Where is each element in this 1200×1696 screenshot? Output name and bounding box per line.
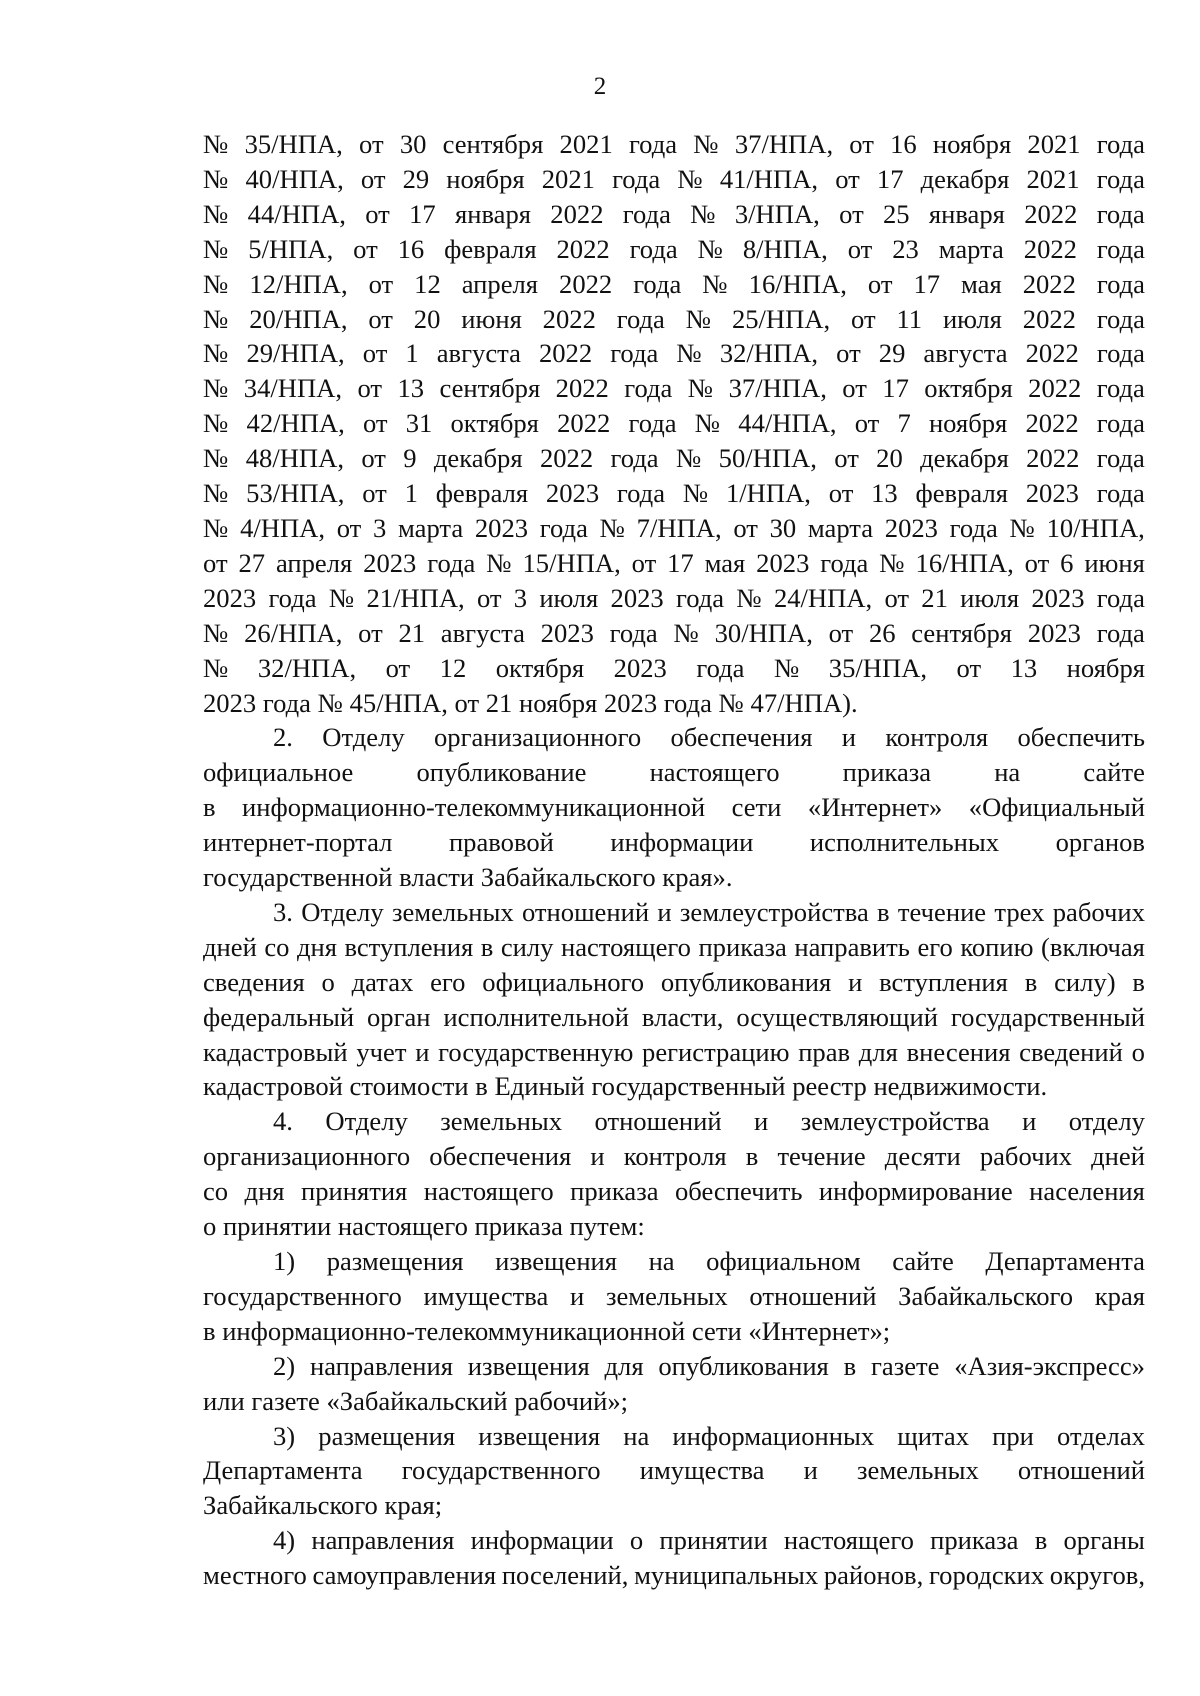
text-line: № 35/НПА, от 30 сентября 2021 года № 37/НПА, от 16 ноября 2021 года (203, 129, 1145, 159)
subitem-2 (203, 1349, 1145, 1419)
text-line: официальное опубликование настоящего приказа на сайте (203, 757, 1145, 788)
subitem-3 (203, 1419, 1145, 1524)
text-line: со дня принятия настоящего приказа обеспечить информирование населения (203, 1176, 1145, 1207)
text-line: государственной власти Забайкальского края». (203, 862, 733, 893)
subitem-1 (203, 1244, 1145, 1349)
text-line: 3) размещения извещения на информационных щитах при отделах (273, 1420, 1145, 1451)
text-line: или газете «Забайкальский рабочий»; (203, 1385, 629, 1416)
text-line: Забайкальского края; (203, 1490, 443, 1521)
text-line: в информационно-телекоммуникационной сети «Интернет» «Официальный (203, 792, 1145, 823)
text-line: № 4/НПА, от 3 марта 2023 года № 7/НПА, от 30 марта 2023 года № 10/НПА, (203, 512, 1145, 543)
text-line: в информационно-телекоммуникационной сети «Интернет»; (203, 1315, 891, 1346)
text-line: местного самоуправления поселений, муниципальных районов, городских округов, (203, 1560, 1145, 1591)
paragraph-item-3 (203, 895, 1145, 1104)
text-line: 2023 года № 21/НПА, от 3 июля 2023 года № 24/НПА, от 21 июля 2023 года (203, 582, 1145, 613)
text-line: дней со дня вступления в силу настоящего приказа направить его копию (включая (203, 931, 1145, 962)
text-line: № 34/НПА, от 13 сентября 2022 года № 37/НПА, от 17 октября 2022 года (203, 373, 1145, 404)
text-line: Департамента государственного имущества и земельных отношений (203, 1455, 1145, 1486)
paragraph-item-4 (203, 1104, 1145, 1244)
text-line: 2023 года № 45/НПА, от 21 ноября 2023 года № 47/НПА). (203, 687, 858, 718)
text-line: № 42/НПА, от 31 октября 2022 года № 44/НПА, от 7 ноября 2022 года (203, 408, 1145, 439)
paragraph-order-list (203, 127, 1145, 720)
text-line: организационного обеспечения и контроля в течение десяти рабочих дней (203, 1141, 1145, 1172)
text-line: № 40/НПА, от 29 ноября 2021 года № 41/НПА, от 17 декабря 2021 года (203, 163, 1145, 194)
text-line: № 44/НПА, от 17 января 2022 года № 3/НПА, от 25 января 2022 года (203, 198, 1145, 229)
document-body (203, 127, 1145, 1593)
text-line: 4) направления информации о принятии настоящего приказа в органы (273, 1525, 1145, 1556)
text-line: федеральный орган исполнительной власти, осуществляющий государственный (203, 1001, 1145, 1032)
text-line: 3. Отделу земельных отношений и землеустройства в течение трех рабочих (273, 896, 1145, 927)
page-number: 2 (593, 73, 607, 100)
subitem-4 (203, 1523, 1145, 1593)
text-line: № 12/НПА, от 12 апреля 2022 года № 16/НПА, от 17 мая 2022 года (203, 268, 1145, 299)
text-line: 2) направления извещения для опубликования в газете «Азия-экспресс» (273, 1350, 1145, 1381)
text-line: от 27 апреля 2023 года № 15/НПА, от 17 мая 2023 года № 16/НПА, от 6 июня (203, 547, 1145, 578)
text-line: государственного имущества и земельных отношений Забайкальского края (203, 1280, 1145, 1311)
text-line: 4. Отделу земельных отношений и землеустройства и отделу (273, 1106, 1145, 1137)
text-line: № 32/НПА, от 12 октября 2023 года № 35/НПА, от 13 ноября (203, 652, 1145, 683)
text-line: кадастровый учет и государственную регистрацию прав для внесения сведений о (203, 1036, 1145, 1067)
text-line: о принятии настоящего приказа путем: (203, 1211, 645, 1242)
text-line: № 48/НПА, от 9 декабря 2022 года № 50/НПА, от 20 декабря 2022 года (203, 443, 1145, 474)
text-line: 2. Отделу организационного обеспечения и контроля обеспечить (273, 722, 1145, 753)
text-line: № 5/НПА, от 16 февраля 2022 года № 8/НПА, от 23 марта 2022 года (203, 233, 1145, 264)
text-line: интернет-портал правовой информации исполнительных органов (203, 827, 1145, 858)
text-line: сведения о датах его официального опубликования и вступления в силу) в (203, 966, 1145, 997)
text-line: № 26/НПА, от 21 августа 2023 года № 30/НПА, от 26 сентября 2023 года (203, 617, 1145, 648)
text-line: № 20/НПА, от 20 июня 2022 года № 25/НПА, от 11 июля 2022 года (203, 303, 1145, 334)
text-line: № 29/НПА, от 1 августа 2022 года № 32/НПА, от 29 августа 2022 года (203, 338, 1145, 369)
text-line: 1) размещения извещения на официальном сайте Департамента (273, 1246, 1145, 1276)
text-line: кадастровой стоимости в Единый государственный реестр недвижимости. (203, 1071, 1048, 1102)
text-line: № 53/НПА, от 1 февраля 2023 года № 1/НПА, от 13 февраля 2023 года (203, 478, 1145, 509)
paragraph-item-2 (203, 720, 1145, 895)
